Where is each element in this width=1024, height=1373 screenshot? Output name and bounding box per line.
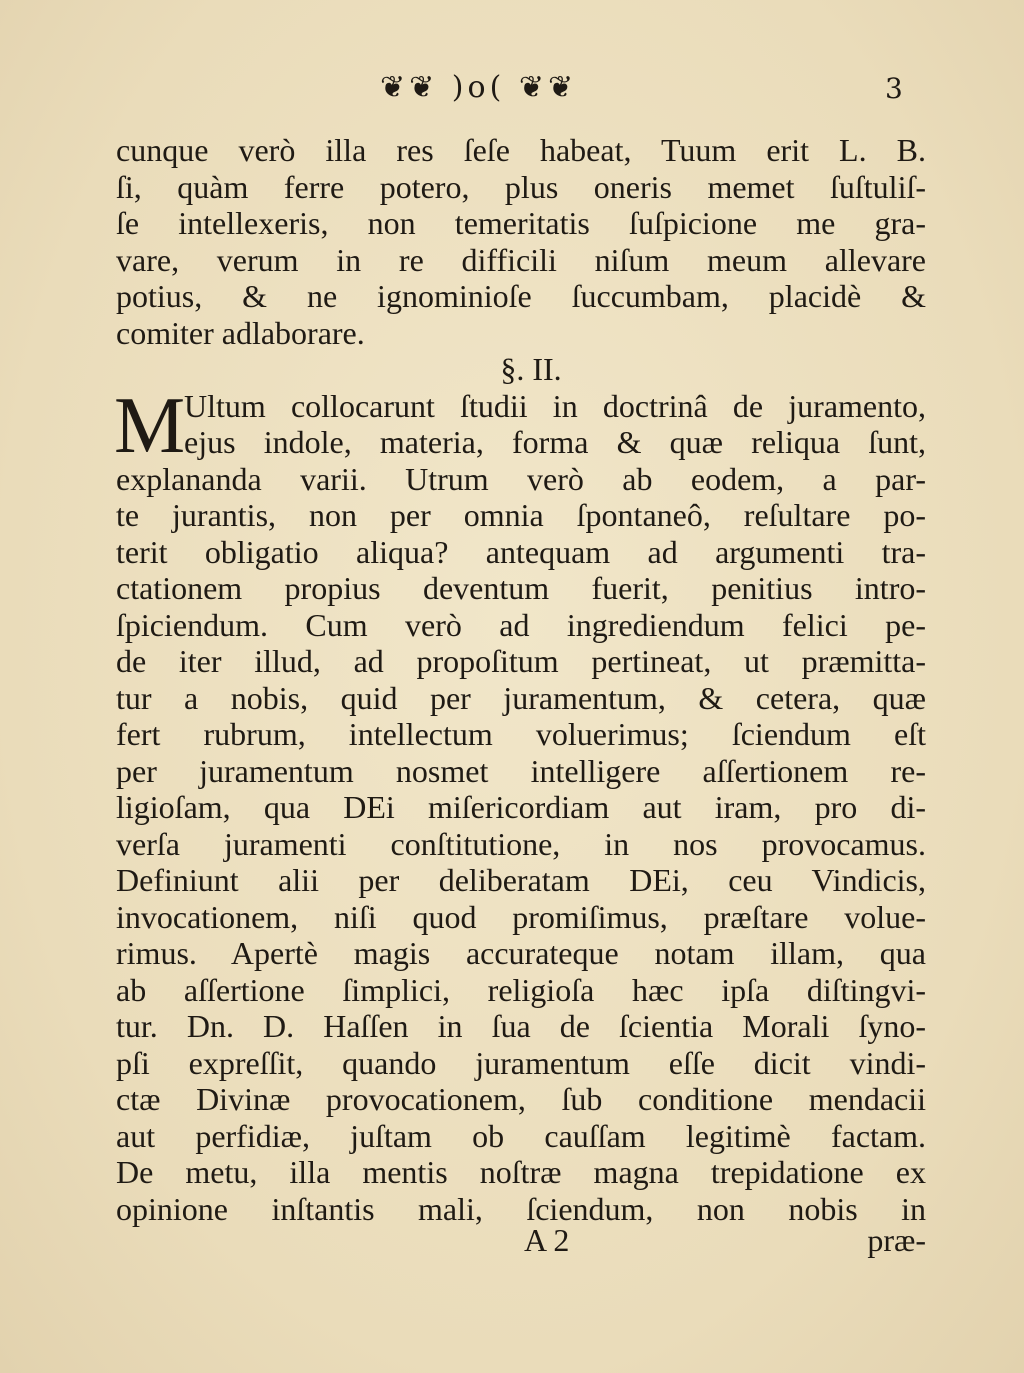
text-line: ejus indole, materia, forma & quæ reliqua ſunt, xyxy=(184,424,926,460)
text-line: potius, & ne ignominioſe ſuccumbam, placidè & xyxy=(116,278,926,314)
text-line: cunque verò illa res ſeſe habeat, Tuum erit L. B. xyxy=(116,132,926,168)
text-line: ſe intellexeris, non temeritatis ſuſpicione me gra- xyxy=(116,205,926,241)
text-line: explananda varii. Utrum verò ab eodem, a par- xyxy=(116,460,926,497)
body-text xyxy=(116,132,926,1227)
text-line: fert rubrum, intellectum voluerimus; ſciendum eſt xyxy=(116,716,926,752)
text-line: comiter adlaborare. xyxy=(116,314,365,351)
text-line: Ultum collocarunt ſtudii in doctrinâ de juramento, xyxy=(184,387,926,424)
text-line: De metu, illa mentis noſtræ magna trepidatione ex xyxy=(116,1154,926,1190)
page-number: 3 xyxy=(885,72,903,105)
header-ornament: ❦❦ )o( ❦❦ xyxy=(380,70,578,105)
text-line: terit obligatio aliqua? antequam ad argumenti tra- xyxy=(116,533,926,570)
catchword: præ- xyxy=(867,1222,926,1258)
text-line: ligioſam, qua DEi miſericordiam aut iram, pro di- xyxy=(116,789,926,825)
section-heading: §. II. xyxy=(500,351,562,387)
text-line: verſa juramenti conſtitutione, in nos provocamus. xyxy=(116,825,926,862)
text-line: Definiunt alii per deliberatam DEi, ceu Vindicis, xyxy=(116,862,926,898)
text-line: ſpiciendum. Cum verò ad ingrediendum felici pe- xyxy=(116,606,926,643)
text-line: opinione inſtantis mali, ſciendum, non nobis in xyxy=(116,1190,926,1227)
text-line: ctæ Divinæ provocationem, ſub conditione mendacii xyxy=(116,1081,926,1117)
text-line: invocationem, niſi quod promiſimus, præſtare volue- xyxy=(116,898,926,935)
text-line: pſi expreſſit, quando juramentum eſſe dicit vindi- xyxy=(116,1044,926,1081)
text-line: tur. Dn. D. Haſſen in ſua de ſcientia Morali ſyno- xyxy=(116,1008,926,1044)
text-line: te jurantis, non per omnia ſpontaneô, reſultare po- xyxy=(116,497,926,533)
text-line: de iter illud, ad propoſitum pertineat, ut præmitta- xyxy=(116,643,926,679)
signature-mark: A 2 xyxy=(524,1222,570,1258)
drop-capital: M xyxy=(114,381,186,470)
text-line: tur a nobis, quid per juramentum, & cetera, quæ xyxy=(116,679,926,716)
dropcap-paragraph-start xyxy=(114,381,926,470)
text-line: rimus. Apertè magis accurateque notam illam, qua xyxy=(116,935,926,971)
text-line: vare, verum in re difficili niſum meum allevare xyxy=(116,241,926,278)
page-header xyxy=(0,70,1024,110)
text-line: ſi, quàm ferre potero, plus oneris memet ſuſtuliſ- xyxy=(116,168,926,205)
text-line: per juramentum nosmet intelligere aſſertionem re- xyxy=(116,752,926,789)
text-line: ab aſſertione ſimplici, religioſa hæc ipſa diſtingvi- xyxy=(116,971,926,1008)
text-line: aut perfidiæ, juſtam ob cauſſam legitimè factam. xyxy=(116,1117,926,1154)
page-footer xyxy=(116,1222,926,1262)
text-line: ctationem propius deventum fuerit, penitius intro- xyxy=(116,570,926,606)
